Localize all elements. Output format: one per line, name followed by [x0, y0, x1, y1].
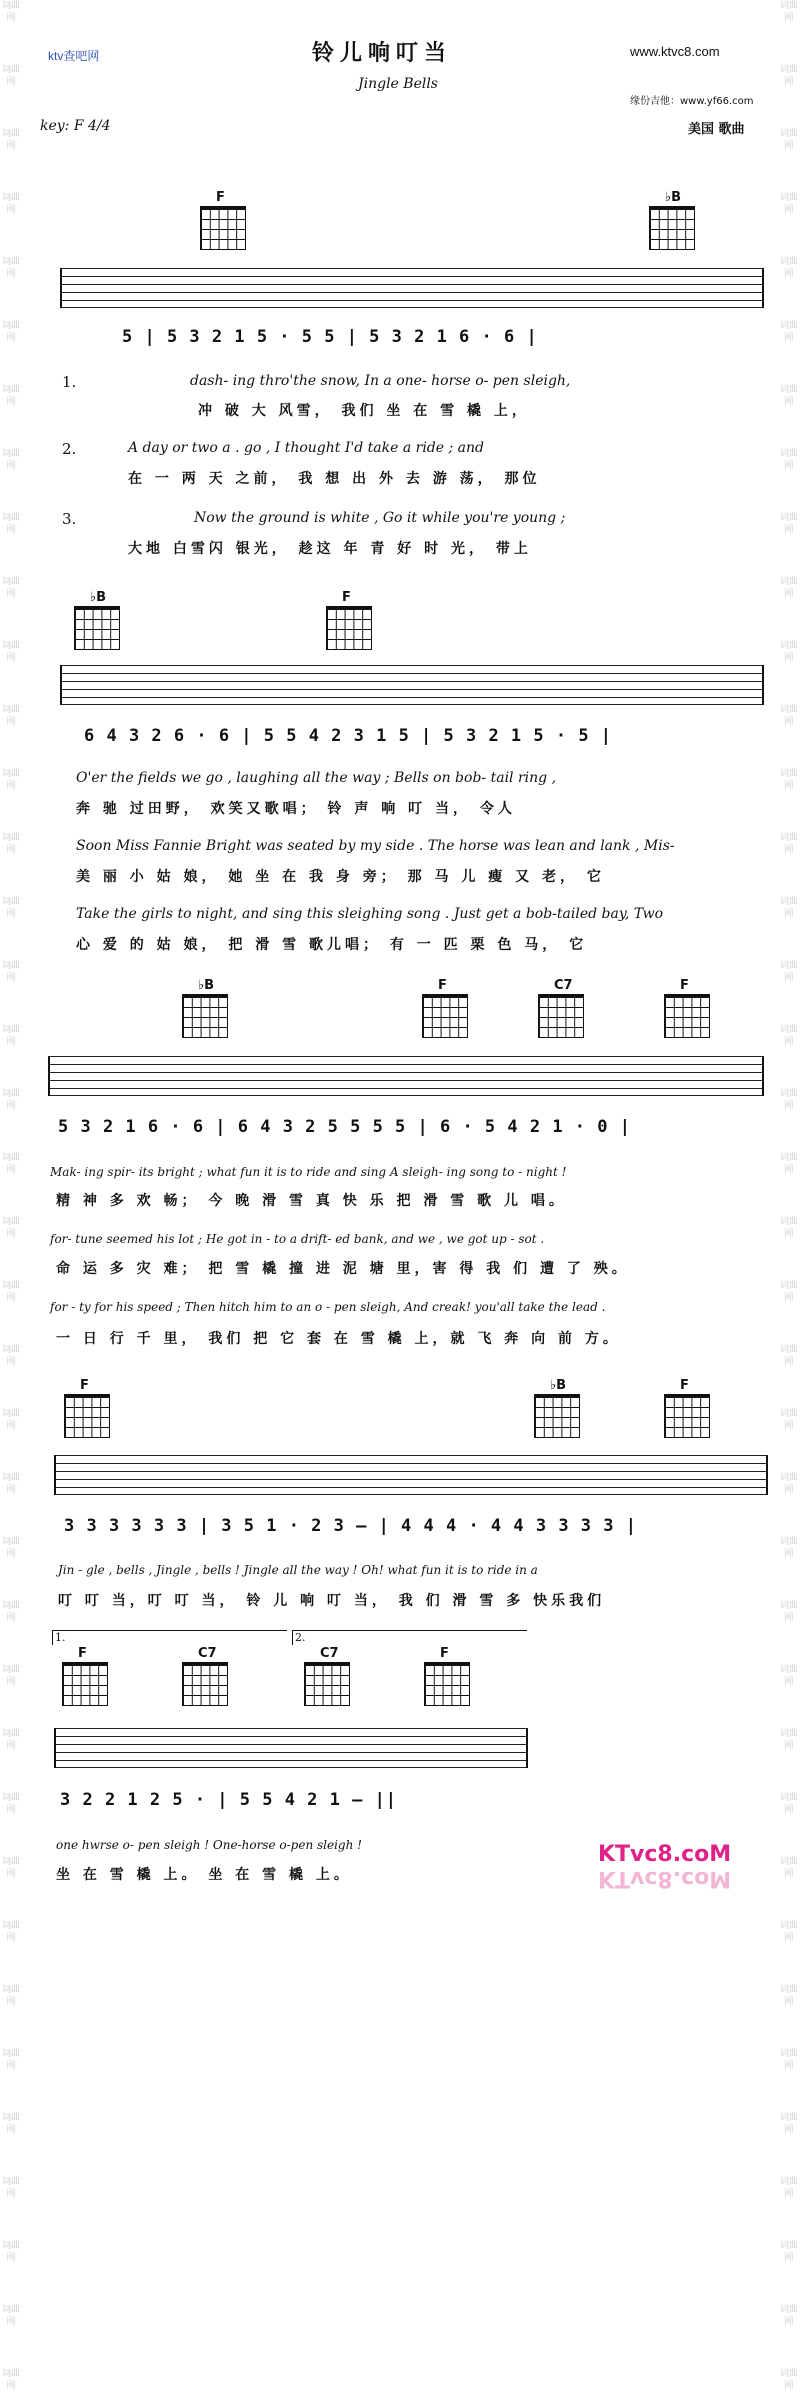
- verse-number: 2.: [62, 440, 77, 458]
- chord-diagram: [70, 590, 124, 648]
- lyric-english: Jin - gle , bells , Jingle , bells ! Jingle all the way ! Oh! what fun it is to ride in a: [58, 1563, 538, 1577]
- watermark-stamp: 词曲网: [780, 2241, 799, 2263]
- lyric-chinese: 美 丽 小 姑 娘， 她 坐 在 我 身 旁； 那 马 儿 瘦 又 老， 它: [76, 869, 605, 885]
- chord-name: ♭B: [198, 978, 215, 993]
- chord-name: C7: [198, 1646, 217, 1661]
- chord-grid: [182, 1662, 228, 1706]
- watermark-stamp: 词曲网: [780, 513, 799, 535]
- chord-name: ♭B: [90, 590, 107, 605]
- chord-name: C7: [554, 978, 573, 993]
- key-signature: key: F 4/4: [40, 118, 111, 134]
- chord-grid: [74, 606, 120, 650]
- lyric-chinese: 在 一 两 天 之前， 我 想 出 外 去 游 荡， 那位: [128, 471, 541, 487]
- chord-name: ♭B: [550, 1378, 567, 1393]
- chord-grid: [64, 1394, 110, 1438]
- tab-staff: [60, 268, 764, 308]
- watermark-stamp: 词曲网: [2, 2305, 21, 2327]
- chord-grid: [422, 994, 468, 1038]
- chord-diagram: [60, 1378, 114, 1436]
- lyric-english: Mak- ing spir- its bright ; what fun it is to ride and sing A sleigh- ing song to - night !: [50, 1165, 567, 1179]
- chord-name: F: [80, 1378, 89, 1393]
- chord-name: F: [438, 978, 447, 993]
- chord-name: ♭B: [665, 190, 682, 205]
- watermark-stamp: 词曲网: [2, 385, 21, 407]
- watermark-right: [780, 0, 799, 2391]
- watermark-stamp: 词曲网: [780, 961, 799, 983]
- watermark-stamp: 词曲网: [780, 2305, 799, 2327]
- lyric-chinese: 坐 在 雪 橇 上。 坐 在 雪 橇 上。: [56, 1867, 352, 1883]
- tab-staff: [48, 1056, 764, 1096]
- watermark-stamp: 词曲网: [780, 1281, 799, 1303]
- chord-diagram: [196, 190, 250, 248]
- lyric-chinese: 命 运 多 灾 难； 把 雪 橇 撞 进 泥 塘 里，害 得 我 们 遭 了 殃。: [56, 1261, 630, 1277]
- watermark-stamp: 词曲网: [2, 1153, 21, 1175]
- lyric-chinese: 叮 叮 当，叮 叮 当， 铃 儿 响 叮 当， 我 们 滑 雪 多 快乐我们: [58, 1593, 606, 1609]
- lyric-english: A day or two a . go , I thought I'd take a ride ; and: [128, 440, 484, 456]
- lyric-chinese: 心 爱 的 姑 娘， 把 滑 雪 歌儿唱； 有 一 匹 栗 色 马， 它: [76, 937, 588, 953]
- lyric-chinese: 精 神 多 欢 畅； 今 晚 滑 雪 真 快 乐 把 滑 雪 歌 儿 唱。: [56, 1193, 567, 1209]
- lyric-english: one hwrse o- pen sleigh ! One-horse o-pen sleigh !: [56, 1838, 362, 1852]
- watermark-stamp: 词曲网: [2, 1729, 21, 1751]
- chord-diagram: [418, 978, 472, 1036]
- chord-grid: [664, 1394, 710, 1438]
- watermark-stamp: 词曲网: [2, 1665, 21, 1687]
- chord-name: F: [342, 590, 351, 605]
- watermark-stamp: 词曲网: [780, 897, 799, 919]
- volta-bracket-1: 1.: [52, 1630, 287, 1645]
- watermark-stamp: 词曲网: [780, 321, 799, 343]
- watermark-stamp: 词曲网: [2, 1, 21, 23]
- verse-number: 1.: [62, 373, 77, 391]
- watermark-stamp: 词曲网: [2, 1345, 21, 1367]
- chord-grid: [649, 206, 695, 250]
- chord-diagram: [420, 1646, 474, 1704]
- watermark-stamp: 词曲网: [780, 257, 799, 279]
- watermark-stamp: 词曲网: [780, 1537, 799, 1559]
- chord-name: F: [680, 978, 689, 993]
- watermark-stamp: 词曲网: [2, 129, 21, 151]
- watermark-stamp: 词曲网: [2, 577, 21, 599]
- chord-name: F: [78, 1646, 87, 1661]
- chord-grid: [664, 994, 710, 1038]
- lyric-english: O'er the fields we go , laughing all the way ; Bells on bob- tail ring ,: [76, 770, 557, 786]
- watermark-stamp: 词曲网: [780, 1985, 799, 2007]
- song-subtitle: Jingle Bells: [358, 76, 438, 92]
- watermark-stamp: 词曲网: [2, 1601, 21, 1623]
- lyric-chinese: 一 日 行 千 里， 我们 把 它 套 在 雪 橇 上，就 飞 奔 向 前 方。: [56, 1331, 621, 1347]
- watermark-stamp: 词曲网: [780, 1729, 799, 1751]
- watermark-stamp: 词曲网: [780, 1921, 799, 1943]
- watermark-stamp: 词曲网: [2, 1409, 21, 1431]
- watermark-stamp: 词曲网: [2, 257, 21, 279]
- watermark-stamp: 词曲网: [780, 641, 799, 663]
- site-url-right: www.ktvc8.com: [630, 44, 720, 59]
- watermark-stamp: 词曲网: [2, 1921, 21, 1943]
- watermark-stamp: 词曲网: [2, 65, 21, 87]
- chord-grid: [304, 1662, 350, 1706]
- chord-diagram: [300, 1646, 354, 1704]
- chord-diagram: [660, 978, 714, 1036]
- chord-diagram: [58, 1646, 112, 1704]
- numbered-notes: 6 4 3 2 6 · 6 | 5 5 4 2 3 1 5 | 5 3 2 1 5 · 5 |: [84, 726, 613, 746]
- watermark-stamp: 词曲网: [2, 897, 21, 919]
- lyric-chinese: 冲 破 大 风雪， 我们 坐 在 雪 橇 上，: [198, 403, 530, 419]
- watermark-stamp: 词曲网: [2, 1217, 21, 1239]
- watermark-stamp: 词曲网: [780, 449, 799, 471]
- watermark-stamp: 词曲网: [780, 1025, 799, 1047]
- watermark-stamp: 词曲网: [2, 2113, 21, 2135]
- watermark-stamp: 词曲网: [780, 385, 799, 407]
- lyric-chinese: 奔 驰 过田野， 欢笑又歌唱； 铃 声 响 叮 当， 令人: [76, 801, 516, 817]
- ktvc8-logo-reflection: KTvc8.coM: [598, 1866, 732, 1891]
- watermark-stamp: 词曲网: [780, 1409, 799, 1431]
- watermark-stamp: 词曲网: [780, 2113, 799, 2135]
- watermark-stamp: 词曲网: [2, 1089, 21, 1111]
- watermark-stamp: 词曲网: [780, 577, 799, 599]
- lyric-english: Take the girls to night, and sing this sleighing song . Just get a bob-tailed bay, Two: [76, 906, 664, 922]
- source-credit: 缘份吉他：www.yf66.com: [630, 96, 754, 107]
- tab-staff: [60, 665, 764, 705]
- chord-diagram: [645, 190, 699, 248]
- chord-name: F: [440, 1646, 449, 1661]
- watermark-stamp: 词曲网: [780, 833, 799, 855]
- chord-grid: [538, 994, 584, 1038]
- watermark-stamp: 词曲网: [2, 833, 21, 855]
- watermark-left: [2, 0, 21, 2391]
- watermark-stamp: 词曲网: [780, 2177, 799, 2199]
- lyric-english: Soon Miss Fannie Bright was seated by my side . The horse was lean and lank , Mis-: [76, 838, 675, 854]
- watermark-stamp: 词曲网: [780, 129, 799, 151]
- numbered-notes: 5 3 2 1 6 · 6 | 6 4 3 2 5 5 5 5 | 6 · 5 4 2 1 · 0 |: [58, 1117, 631, 1137]
- watermark-stamp: 词曲网: [2, 705, 21, 727]
- watermark-stamp: 词曲网: [780, 193, 799, 215]
- chord-grid: [326, 606, 372, 650]
- chord-diagram: [660, 1378, 714, 1436]
- watermark-stamp: 词曲网: [2, 193, 21, 215]
- watermark-stamp: 词曲网: [2, 769, 21, 791]
- watermark-stamp: 词曲网: [2, 2177, 21, 2199]
- watermark-stamp: 词曲网: [2, 1025, 21, 1047]
- chord-grid: [200, 206, 246, 250]
- watermark-stamp: 词曲网: [2, 321, 21, 343]
- watermark-stamp: 词曲网: [2, 2241, 21, 2263]
- chord-grid: [424, 1662, 470, 1706]
- lyric-english: Now the ground is white , Go it while you're young ;: [194, 510, 566, 526]
- watermark-stamp: 词曲网: [2, 513, 21, 535]
- chord-diagram: [178, 978, 232, 1036]
- chord-name: C7: [320, 1646, 339, 1661]
- numbered-notes: 3 2 2 1 2 5 · | 5 5 4 2 1 — ||: [60, 1790, 398, 1810]
- watermark-stamp: 词曲网: [780, 705, 799, 727]
- watermark-stamp: 词曲网: [780, 1665, 799, 1687]
- composer-credit: 美国 歌曲: [688, 122, 745, 137]
- watermark-stamp: 词曲网: [780, 1, 799, 23]
- chord-diagram: [534, 978, 588, 1036]
- watermark-stamp: 词曲网: [780, 1793, 799, 1815]
- watermark-stamp: 词曲网: [780, 1345, 799, 1367]
- verse-number: 3.: [62, 510, 77, 528]
- ktvc8-logo: KTvc8.coM: [598, 1842, 732, 1867]
- watermark-stamp: 词曲网: [780, 1601, 799, 1623]
- watermark-stamp: 词曲网: [780, 769, 799, 791]
- numbered-notes: 3 3 3 3 3 3 | 3 5 1 · 2 3 — | 4 4 4 · 4 4 3 3 3 3 |: [64, 1516, 637, 1536]
- chord-grid: [534, 1394, 580, 1438]
- watermark-stamp: 词曲网: [2, 1537, 21, 1559]
- chord-name: F: [680, 1378, 689, 1393]
- watermark-stamp: 词曲网: [2, 961, 21, 983]
- watermark-stamp: 词曲网: [2, 2049, 21, 2071]
- chord-diagram: [322, 590, 376, 648]
- chord-diagram: [530, 1378, 584, 1436]
- lyric-english: dash- ing thro'the snow, In a one- horse o- pen sleigh,: [190, 373, 571, 389]
- site-name-left: ktv查吧网: [48, 49, 100, 63]
- lyric-chinese: 大地 白雪闪 银光， 趁这 年 青 好 时 光， 带上: [128, 541, 532, 557]
- lyric-english: for- tune seemed his lot ; He got in - to a drift- ed bank, and we , we got up - sot .: [50, 1232, 545, 1246]
- watermark-stamp: 词曲网: [2, 1473, 21, 1495]
- watermark-stamp: 词曲网: [780, 65, 799, 87]
- watermark-stamp: 词曲网: [780, 2049, 799, 2071]
- watermark-stamp: 词曲网: [2, 1857, 21, 1879]
- watermark-stamp: 词曲网: [2, 449, 21, 471]
- chord-name: F: [216, 190, 225, 205]
- song-title: 铃儿响叮当: [312, 41, 453, 66]
- watermark-stamp: 词曲网: [2, 1793, 21, 1815]
- numbered-notes: 5 | 5 3 2 1 5 · 5 5 | 5 3 2 1 6 · 6 |: [122, 327, 538, 347]
- tab-staff: [54, 1728, 528, 1768]
- watermark-stamp: 词曲网: [780, 1153, 799, 1175]
- watermark-stamp: 词曲网: [780, 1089, 799, 1111]
- watermark-stamp: 词曲网: [2, 641, 21, 663]
- tab-staff: [54, 1455, 768, 1495]
- watermark-stamp: 词曲网: [2, 1281, 21, 1303]
- watermark-stamp: 词曲网: [2, 2369, 21, 2391]
- watermark-stamp: 词曲网: [780, 1857, 799, 1879]
- watermark-stamp: 词曲网: [2, 1985, 21, 2007]
- watermark-stamp: 词曲网: [780, 2369, 799, 2391]
- chord-grid: [62, 1662, 108, 1706]
- volta-bracket-2: 2.: [292, 1630, 527, 1645]
- chord-grid: [182, 994, 228, 1038]
- chord-diagram: [178, 1646, 232, 1704]
- watermark-stamp: 词曲网: [780, 1473, 799, 1495]
- watermark-stamp: 词曲网: [780, 1217, 799, 1239]
- lyric-english: for - ty for his speed ; Then hitch him to an o - pen sleigh, And creak! you'all take the lead .: [50, 1300, 606, 1314]
